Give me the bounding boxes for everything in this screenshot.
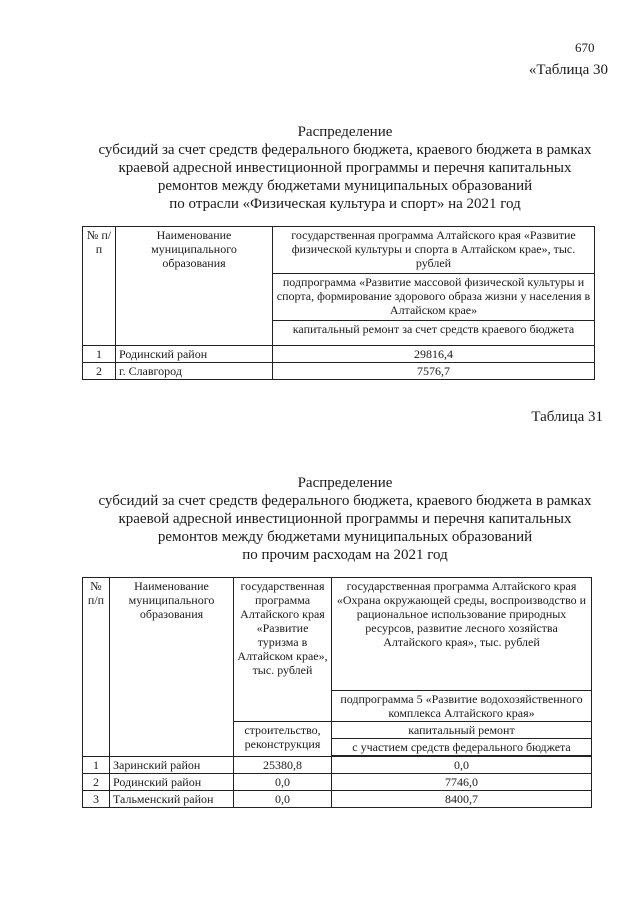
row-name: Заринский район — [110, 757, 234, 774]
header-name: Наименование муниципального образования — [110, 578, 234, 757]
title-line: краевой адресной инвестиционной программы и перечня капитальных — [118, 160, 572, 176]
title-line: ремонтов между бюджетами муниципальных образований — [157, 529, 533, 545]
row-num: 2 — [83, 363, 116, 380]
row-name: Тальменский район — [110, 791, 234, 808]
table-row — [83, 757, 592, 774]
title-line: ремонтов между бюджетами муниципальных образований — [157, 178, 533, 194]
title-line: субсидий за счет средств федерального бюджета, краевого бюджета в рамках — [98, 142, 592, 158]
row-value: 7576,7 — [273, 363, 595, 380]
header-tourism: государственная программа Алтайского края «Развитие туризма в Алтайском крае», тыс. рублей — [234, 578, 332, 722]
title-line: Распределение — [297, 124, 393, 140]
row-tourism: 0,0 — [234, 791, 332, 808]
row-env: 0,0 — [332, 757, 592, 774]
header-num: № п/п — [83, 578, 110, 757]
table-row — [83, 774, 592, 791]
title-line: субсидий за счет средств федерального бюджета, краевого бюджета в рамках — [98, 493, 592, 509]
header-subprogram: подпрограмма «Развитие массовой физической культуры и спорта, формирование здорового образа жизни у населения в Алтайском крае» — [273, 274, 595, 321]
row-value: 29816,4 — [273, 346, 595, 363]
header-name: Наименование муниципального образования — [116, 227, 273, 346]
title-line: по прочим расходам на 2021 год — [242, 547, 448, 563]
row-tourism: 25380,8 — [234, 757, 332, 774]
header-program: государственная программа Алтайского края «Развитие физической культуры и спорта в Алтайском крае», тыс. рублей — [273, 227, 595, 274]
header-repair: капитальный ремонт за счет средств краевого бюджета — [273, 321, 595, 346]
row-tourism: 0,0 — [234, 774, 332, 791]
title-line: Распределение — [297, 475, 393, 491]
row-env: 7746,0 — [332, 774, 592, 791]
row-name: г. Славгород — [116, 363, 273, 380]
header-env: государственная программа Алтайского края «Охрана окружающей среды, воспроизводство и рациональное использование природных ресурсов, развитие лесного хозяйства Алтайского края», тыс. рублей — [332, 578, 592, 691]
table-31-label: Таблица 31 — [531, 409, 603, 425]
header-num: № п/п — [83, 227, 116, 346]
title-line: по отрасли «Физическая культура и спорт» на 2021 год — [169, 196, 521, 212]
table-30 — [82, 226, 595, 380]
table-row — [83, 791, 592, 808]
row-num: 3 — [83, 791, 110, 808]
table-30-title — [90, 123, 600, 213]
row-num: 1 — [83, 346, 116, 363]
header-repair: капитальный ремонт — [332, 722, 592, 739]
row-num: 1 — [83, 757, 110, 774]
table-row — [83, 363, 595, 380]
title-line: краевой адресной инвестиционной программы и перечня капитальных — [118, 511, 572, 527]
page-number: 670 — [575, 40, 595, 55]
header-subprogram5: подпрограмма 5 «Развитие водохозяйственного комплекса Алтайского края» — [332, 691, 592, 722]
row-name: Родинский район — [110, 774, 234, 791]
row-name: Родинский район — [116, 346, 273, 363]
table-31 — [82, 577, 592, 808]
table-row — [83, 346, 595, 363]
row-env: 8400,7 — [332, 791, 592, 808]
table-31-title — [90, 474, 600, 564]
table-30-label: «Таблица 30 — [528, 62, 608, 78]
row-num: 2 — [83, 774, 110, 791]
header-construction: строительство, реконструкция — [234, 722, 332, 757]
header-federal: с участием средств федерального бюджета — [332, 739, 592, 756]
